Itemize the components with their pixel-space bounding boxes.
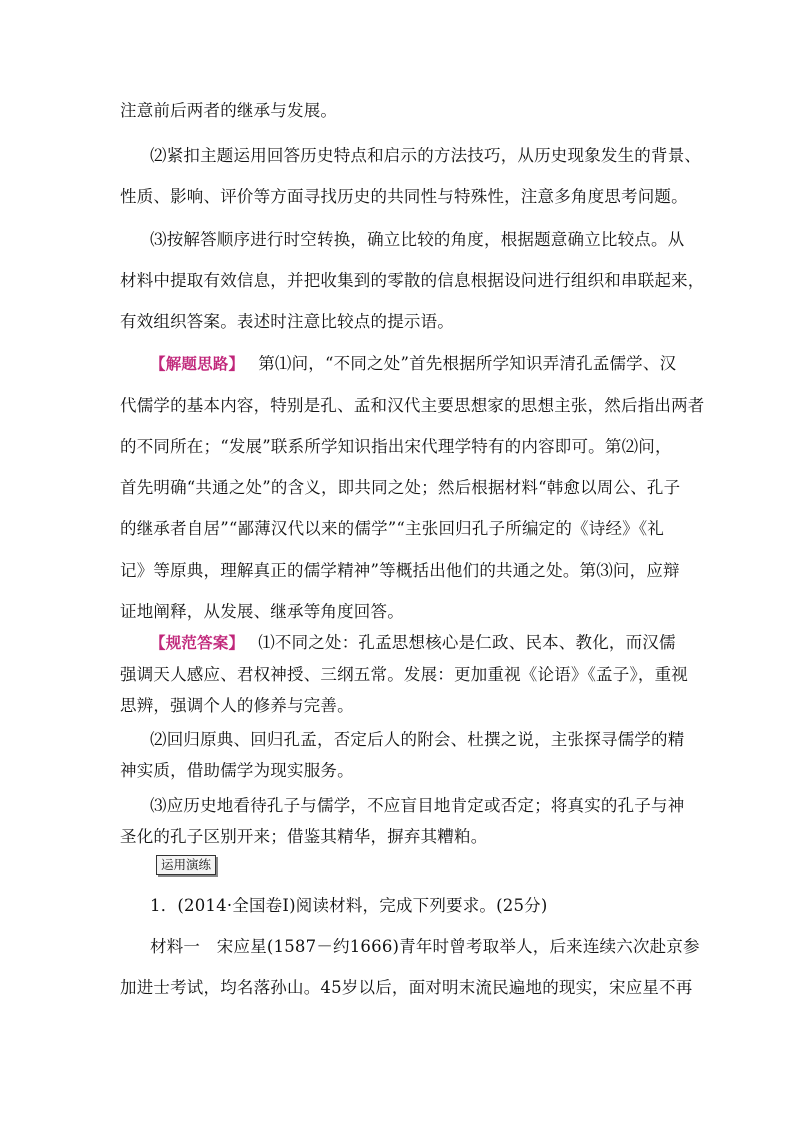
text-line: ⑶按解答顺序进行时空转换，确立比较的角度，根据题意确立比较点。从 bbox=[150, 230, 685, 249]
text-line: 证地阐释，从发展、继承等角度回答。 bbox=[120, 602, 404, 621]
text-line: 记》等原典，理解真正的儒学精神”等概括出他们的共通之处。第⑶问，应辩 bbox=[120, 561, 680, 580]
answer-first-text: ⑴不同之处：孔孟思想核心是仁政、民本、教化，而汉儒 bbox=[258, 633, 676, 652]
text-line: 材料一 宋应星(1587－约1666)青年时曾考取举人，后来连续六次赴京参 bbox=[150, 937, 700, 956]
practice-label: 运用演练 bbox=[156, 855, 216, 875]
text-line: 思辨，强调个人的修养与完善。 bbox=[120, 696, 354, 715]
text-line: 材料中提取有效信息，并把收集到的零散的信息根据设问进行组织和串联起来， bbox=[120, 271, 705, 290]
text-line: 1．(2014·全国卷Ⅰ)阅读材料，完成下列要求。(25分) bbox=[150, 896, 548, 915]
text-line: 首先明确“共通之处”的含义，即共同之处；然后根据材料“韩愈以周公、孔子 bbox=[120, 478, 681, 497]
text-line: 加进士考试，均名落孙山。45岁以后，面对明末流民遍地的现实，宋应星不再 bbox=[120, 978, 693, 997]
text-line: ⑶应历史地看待孔子与儒学，不应盲目地肯定或否定；将真实的孔子与神 bbox=[150, 796, 685, 815]
text-line: 的不同所在；“发展”联系所学知识指出宋代理学特有的内容即可。第⑵问， bbox=[120, 437, 672, 456]
answer-tag: 【规范答案】 bbox=[150, 634, 245, 652]
answer-first-line bbox=[150, 632, 710, 654]
text-line: 圣化的孔子区别开来；借鉴其精华，摒弃其糟粕。 bbox=[120, 827, 488, 846]
text-line: 神实质，借助儒学为现实服务。 bbox=[120, 761, 354, 780]
text-line: ⑵回归原典、回归孔孟，否定后人的附会、杜撰之说，主张探寻儒学的精 bbox=[150, 730, 685, 749]
analysis-first-line bbox=[150, 353, 710, 375]
text-line: 注意前后两者的继承与发展。 bbox=[120, 101, 338, 120]
text-line: 有效组织答案。表述时注意比较点的提示语。 bbox=[120, 312, 454, 331]
text-line: 性质、影响、评价等方面寻找历史的共同性与特殊性，注意多角度思考问题。 bbox=[120, 187, 688, 206]
text-line: 代儒学的基本内容，特别是孔、孟和汉代主要思想家的思想主张，然后指出两者 bbox=[120, 396, 705, 415]
text-line: 的继承者自居”“鄙薄汉代以来的儒学”“主张回归孔子所编定的《诗经》《礼 bbox=[120, 519, 664, 538]
analysis-tag: 【解题思路】 bbox=[150, 355, 245, 373]
analysis-first-text: 第⑴问，“不同之处”首先根据所学知识弄清孔孟儒学、汉 bbox=[258, 354, 677, 373]
text-line: 强调天人感应、君权神授、三纲五常。发展：更加重视《论语》《孟子》，重视 bbox=[120, 665, 688, 684]
text-line: ⑵紧扣主题运用回答历史特点和启示的方法技巧，从历史现象发生的背景、 bbox=[150, 146, 702, 165]
